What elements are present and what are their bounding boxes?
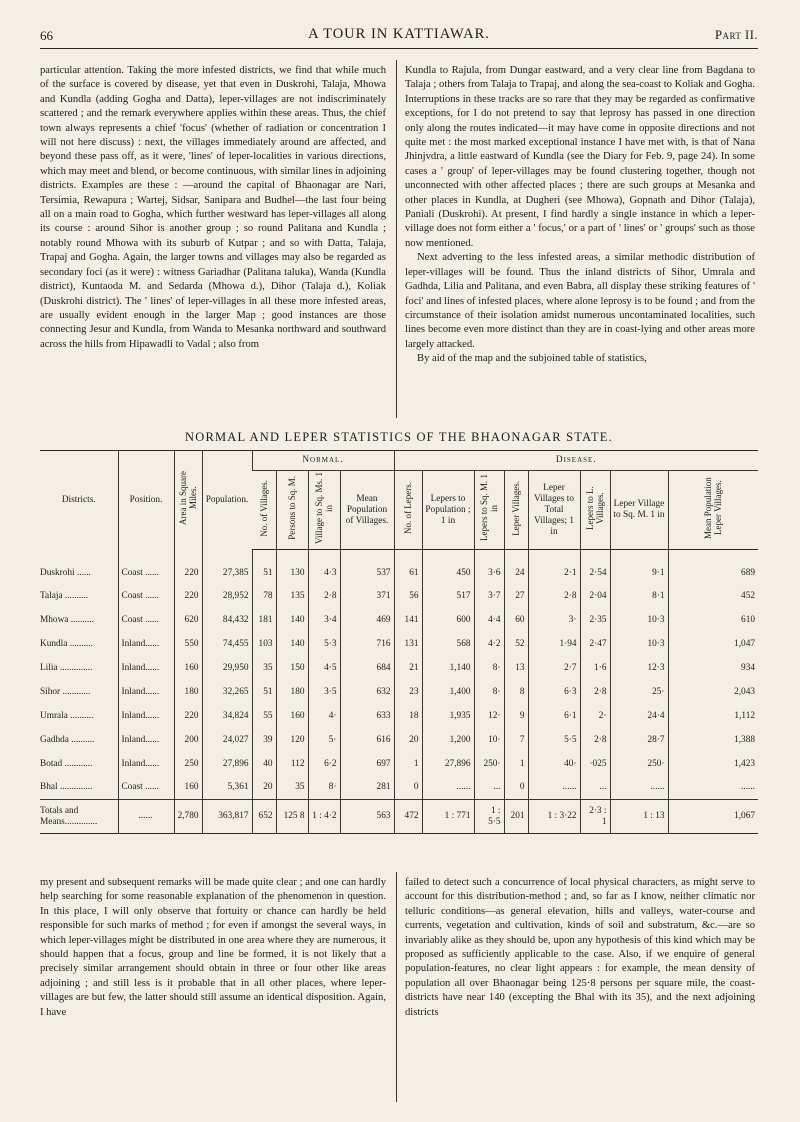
- table-cell: 9: [504, 704, 528, 728]
- totals-cell: 2·3 : 1: [580, 800, 610, 834]
- table-cell: 180: [174, 680, 202, 704]
- totals-cell: 652: [252, 800, 276, 834]
- table-cell: 140: [276, 608, 308, 632]
- table-cell: 3·7: [474, 584, 504, 608]
- district-name-cell: Duskrohi ......: [40, 567, 91, 578]
- table-cell: 12·3: [610, 656, 668, 680]
- table-cell: Coast ......: [118, 776, 174, 800]
- totals-cell: ......: [118, 800, 174, 834]
- table-cell: 6·2: [308, 752, 340, 776]
- district-name-cell: Gadhda ..........: [40, 734, 95, 745]
- table-cell: 517: [422, 584, 474, 608]
- col-header-position: Position.: [118, 451, 174, 550]
- table-cell: 450: [422, 550, 474, 584]
- table-cell: 130: [276, 550, 308, 584]
- totals-label: Totals and: [40, 805, 79, 816]
- col-header-area-text: Area in Square Miles.: [178, 471, 198, 526]
- table-cell: 934: [668, 656, 758, 680]
- table-cell: 180: [276, 680, 308, 704]
- table-cell: 24,027: [202, 728, 252, 752]
- table-cell: 160: [276, 704, 308, 728]
- table-cell: 24: [504, 550, 528, 584]
- table-cell: 135: [276, 584, 308, 608]
- part-label: Part II.: [715, 28, 758, 42]
- col-header-villages: [252, 471, 276, 550]
- table-cell: 24·4: [610, 704, 668, 728]
- table-cell: 568: [422, 632, 474, 656]
- table-cell: 371: [340, 584, 394, 608]
- table-cell: Coast ......: [118, 550, 174, 584]
- table-cell: ......: [422, 776, 474, 800]
- table-cell: 6·3: [528, 680, 580, 704]
- table-cell: 25·: [610, 680, 668, 704]
- table-cell: 56: [394, 584, 422, 608]
- table-cell: ...: [580, 776, 610, 800]
- district-name-cell: Bhal ..............: [40, 782, 93, 793]
- table-cell: 28·7: [610, 728, 668, 752]
- col-header-lepers-lv: [580, 471, 610, 550]
- paragraph: particular attention. Taking the more infested districts, we find that while much of the surface is covered by disease, yet that even in Duskrohi, Talaja, Mhowa and Kundla (adding Gogha and Datta), leper-villages are not indiscriminately scattered ; and the remark everywhere applies within these areas. Thus, the chief town always represents a chief 'focus' (whether of radiation or concentration I will not here discuss) : next, the villages immediately around are affected, and beyond these pass off, as it were, 'lines' of leper-localities in various directions, which may meet and blend, or become continuous, with similar lines in adjoining districts. Examples are these : —around the capital of Bhaonagar are Nari, Tersimia, Rewapura ; Wartej, Sidsar, Sanipara and Budhel—the last four being all on a main road to Gogha, which further westward has leper-villages all along its course : around Sihor is another group ; so round Palitana and Kundla ; notably round Mhowa with its suburb of Kutpar ; and so with Datta, Talaja, Trapaj and Gogha. Again, the larger towns and villages may also be regarded as secondary foci (as it were) : witness Gariadhar (Palitana taluka), Wanda (Kundla district), Kuntaoda M. and Sedarda (Mhowa d.), Dihor (Talaja d.), Koliak (Duskrohi district). The ' lines' of leper-villages in all these more infested areas, are usually evident enough in the larger Map ; good instances are those connecting Jesur and Kundla, from Wanda to Mesanka northward and southward across the hills from Hipawadli to Vadal ; also from: [40, 65, 386, 350]
- table-cell: 5·5: [528, 728, 580, 752]
- table-cell: 7: [504, 728, 528, 752]
- running-title: A TOUR IN KATTIAWAR.: [308, 26, 490, 42]
- table-cell: Inland......: [118, 656, 174, 680]
- table-cell: 8·1: [610, 584, 668, 608]
- table-cell: 0: [394, 776, 422, 800]
- header-rule: [40, 48, 758, 49]
- table-cell: 1,047: [668, 632, 758, 656]
- table-cell: 150: [276, 656, 308, 680]
- table-cell: 3·: [528, 608, 580, 632]
- table-cell: 27,385: [202, 550, 252, 584]
- table-body: [40, 550, 758, 834]
- totals-cell: 1 : 771: [422, 800, 474, 834]
- paragraph: Kundla to Rajula, from Dungar eastward, and a very clear line from Bagdana to Talaja ; others from Talaja to Trapaj, and along the sea-coast to Koliak and Gogha. Interruptions in these tracks are so rare that they may be regarded as confirmative exceptions, for I do not pretend to say that leprosy has passed in one direction only along the routes indicated—it may have come in opposite directions and not quite met : the most marked exceptional instance I have met with, is that of Nana Jhinjvdra, a little eastward of Kundla (see the Diary for Feb. 9, page 24). In some cases a ' group' of leper-villages may be found clustering together, though not unconnected with other affected places ; there are such groups at Mesanka and other places in Kundla, at Dugheri (see Mhowa), Gopnath and Dihor (Talaja), Paniali (Duskrohi). At present, I find hardly a single instance in which a leper-village does not form either a ' focus,' or a part of ' lines' or ' groups' such as those now mentioned.: [405, 65, 755, 249]
- totals-cell: 1 : 13: [610, 800, 668, 834]
- table-cell: 27,896: [422, 752, 474, 776]
- totals-cell: 563: [340, 800, 394, 834]
- col-header-persons-sqm-text: Persons to Sq. M.: [287, 476, 297, 540]
- table-cell: 9·1: [610, 550, 668, 584]
- totals-row: [40, 800, 758, 834]
- table-cell: 2·1: [528, 550, 580, 584]
- table-cell: 35: [276, 776, 308, 800]
- table-cell: 2·8: [580, 728, 610, 752]
- col-header-lepers: [394, 471, 422, 550]
- table-cell: 1,400: [422, 680, 474, 704]
- table-cell: 600: [422, 608, 474, 632]
- table-cell: 2·47: [580, 632, 610, 656]
- table-row: [40, 632, 758, 656]
- table-cell: 2·: [580, 704, 610, 728]
- col-header-village-sqm: [308, 471, 340, 550]
- col-header-village-sqm-text: Village to Sq. Ms. 1 in: [314, 472, 334, 544]
- table-cell: 281: [340, 776, 394, 800]
- table-cell: 84,432: [202, 608, 252, 632]
- table-cell: 10·: [474, 728, 504, 752]
- col-header-lepers-text: No. of Lepers.: [403, 482, 413, 534]
- table-cell: 220: [174, 704, 202, 728]
- table-cell: 10·3: [610, 608, 668, 632]
- col-header-mean-pop: Mean Population of Villages.: [340, 471, 394, 550]
- text-column-top-left: [40, 64, 386, 352]
- table-cell: 452: [668, 584, 758, 608]
- table-cell: 5,361: [202, 776, 252, 800]
- totals-cell: 1 : 4·2: [308, 800, 340, 834]
- col-header-lepers-sqm: [474, 471, 504, 550]
- totals-cell: 1 : 3·22: [528, 800, 580, 834]
- totals-cell: 201: [504, 800, 528, 834]
- means-label: Means..............: [40, 816, 98, 827]
- table-cell: 12·: [474, 704, 504, 728]
- table-cell: 250·: [610, 752, 668, 776]
- table-cell: 2·54: [580, 550, 610, 584]
- district-name-cell: Umrala ..........: [40, 710, 94, 721]
- table-cell: 34,824: [202, 704, 252, 728]
- col-header-population: Population.: [202, 451, 252, 550]
- table-cell: 4·2: [474, 632, 504, 656]
- district-name-cell: Lilia ..............: [40, 662, 93, 673]
- table-cell: 8: [504, 680, 528, 704]
- table-cell: 13: [504, 656, 528, 680]
- table-cell: 61: [394, 550, 422, 584]
- running-header: [40, 26, 758, 46]
- table-cell: 2,043: [668, 680, 758, 704]
- table-cell: 689: [668, 550, 758, 584]
- table-cell: 716: [340, 632, 394, 656]
- table-cell: 20: [252, 776, 276, 800]
- column-divider-bottom: [396, 872, 397, 1102]
- table-cell: 2·8: [308, 584, 340, 608]
- statistics-table: [40, 450, 758, 834]
- text-column-bottom-left: [40, 876, 386, 1020]
- table-cell: 1: [394, 752, 422, 776]
- table-cell: 1,423: [668, 752, 758, 776]
- table-cell: 78: [252, 584, 276, 608]
- table-cell: ......: [610, 776, 668, 800]
- table-cell: 160: [174, 776, 202, 800]
- table-cell: 1,935: [422, 704, 474, 728]
- col-header-lepers-sqm-text: Lepers to Sq. M. 1 in: [479, 474, 499, 542]
- table-cell: 1,112: [668, 704, 758, 728]
- table-row: [40, 656, 758, 680]
- col-header-persons-sqm: [276, 471, 308, 550]
- totals-cell: 125 8: [276, 800, 308, 834]
- table-cell: 27,896: [202, 752, 252, 776]
- col-header-district: Districts.: [40, 451, 118, 550]
- district-name-cell: Kundla ..........: [40, 638, 93, 649]
- table-cell: 1,388: [668, 728, 758, 752]
- table-cell: 10·3: [610, 632, 668, 656]
- table-cell: 220: [174, 550, 202, 584]
- table-cell: Coast ......: [118, 608, 174, 632]
- table-cell: 632: [340, 680, 394, 704]
- table-cell: 55: [252, 704, 276, 728]
- totals-cell: 1 : 5·5: [474, 800, 504, 834]
- table-cell: 8·: [308, 776, 340, 800]
- paragraph: failed to detect such a concurrence of local physical characters, as might serve to account for this distribution-method ; and, so far as I know, neither climatic nor telluric conditions—as general elevation, hills and valleys, water-course and currents, vegetation and cultivation, kinds of soil and substratum, &c.—are so invariably alike as they should be, upon any hypothesis of this kind which may be proposed as sufficiently applicable to the case. Also, if we enquire of general population-features, no clear light appears : for example, the mean density of population all over Bhaonagar being 125·8 persons per square mile, the coast-districts have near 140 (excepting the Bhal with its 35), and the next adjoining districts: [405, 877, 755, 1018]
- table-cell: 1,140: [422, 656, 474, 680]
- table-cell: 8·: [474, 656, 504, 680]
- table-title: NORMAL AND LEPER STATISTICS OF THE BHAONAGAR STATE.: [185, 430, 613, 444]
- table-cell: 18: [394, 704, 422, 728]
- table-cell: 220: [174, 584, 202, 608]
- table-cell: 103: [252, 632, 276, 656]
- table-cell: 1·94: [528, 632, 580, 656]
- column-divider-top: [396, 60, 397, 418]
- table-cell: 250: [174, 752, 202, 776]
- table-cell: Coast ......: [118, 584, 174, 608]
- table-cell: 200: [174, 728, 202, 752]
- table-cell: 3·4: [308, 608, 340, 632]
- col-header-mean-pop-lv-text: Mean Population Leper Villages.: [703, 477, 724, 539]
- table-cell: ...: [474, 776, 504, 800]
- table-cell: 2·35: [580, 608, 610, 632]
- text-column-top-right: [405, 64, 755, 367]
- totals-cell: 363,817: [202, 800, 252, 834]
- col-header-villages-text: No. of Villages.: [258, 479, 269, 537]
- table-row: [40, 680, 758, 704]
- table-cell: 140: [276, 632, 308, 656]
- district-name-cell: Botad ............: [40, 758, 93, 769]
- table-cell: 141: [394, 608, 422, 632]
- paragraph: By aid of the map and the subjoined table of statistics,: [417, 353, 647, 365]
- table-cell: 684: [340, 656, 394, 680]
- text-column-bottom-right: [405, 876, 755, 1020]
- table-row: [40, 776, 758, 800]
- col-header-leper-villages: [504, 471, 528, 550]
- district-name-cell: Talaja ..........: [40, 590, 89, 601]
- table-cell: 21: [394, 656, 422, 680]
- table-cell: 537: [340, 550, 394, 584]
- col-header-mean-pop-lv: [668, 471, 758, 550]
- table-cell: 4·5: [308, 656, 340, 680]
- table-cell: 120: [276, 728, 308, 752]
- table-cell: 5·3: [308, 632, 340, 656]
- table-cell: 1·6: [580, 656, 610, 680]
- table-cell: 35: [252, 656, 276, 680]
- table-cell: 6·1: [528, 704, 580, 728]
- table-cell: 51: [252, 550, 276, 584]
- table-cell: 4·3: [308, 550, 340, 584]
- table-cell: 160: [174, 656, 202, 680]
- col-header-lepers-lv-text: Lepers to L. Villages.: [585, 486, 605, 530]
- table-cell: Inland......: [118, 752, 174, 776]
- table-cell: 8·: [474, 680, 504, 704]
- district-name-cell: Mhowa ..........: [40, 614, 94, 625]
- table-row: [40, 752, 758, 776]
- table-cell: Inland......: [118, 704, 174, 728]
- page-number: 66: [40, 28, 53, 43]
- totals-cell: 1,067: [668, 800, 758, 834]
- table-cell: 51: [252, 680, 276, 704]
- table-cell: 633: [340, 704, 394, 728]
- table-cell: ·025: [580, 752, 610, 776]
- table-cell: 23: [394, 680, 422, 704]
- table-cell: 20: [394, 728, 422, 752]
- totals-label-cell: [40, 800, 118, 834]
- table-cell: 469: [340, 608, 394, 632]
- col-header-lv-total: Leper Villages to Total Villages; 1 in: [528, 471, 580, 550]
- table-cell: 2·8: [528, 584, 580, 608]
- table-cell: 2·7: [528, 656, 580, 680]
- table-cell: 29,950: [202, 656, 252, 680]
- table-cell: 620: [174, 608, 202, 632]
- table-cell: 1,200: [422, 728, 474, 752]
- table-cell: 5·: [308, 728, 340, 752]
- table-cell: 3·6: [474, 550, 504, 584]
- table-cell: 0: [504, 776, 528, 800]
- district-name-cell: Sihor ............: [40, 686, 91, 697]
- table-cell: 40·: [528, 752, 580, 776]
- table-cell: 74,455: [202, 632, 252, 656]
- table-cell: 60: [504, 608, 528, 632]
- table-cell: 616: [340, 728, 394, 752]
- table-cell: 2·8: [580, 680, 610, 704]
- paragraph: Next adverting to the less infested areas, a similar methodic distribution of leper-villages will be found. Thus the inland districts of Sihor, Umrala and Gadhda, Lilia and Palitana, and even Babra, all display these striking features of ' foci' and lines of infested places, where alone leprosy is to be found ; and from the circumstance of their isolation amidst numerous uncontaminated localities, such lines become even more distinct than they are in coast-lying and other areas more largely attacked.: [405, 252, 755, 350]
- table-cell: 52: [504, 632, 528, 656]
- table-row: [40, 584, 758, 608]
- group-header-normal: Normal.: [252, 451, 394, 471]
- table-cell: 3·5: [308, 680, 340, 704]
- col-header-lv-sqm: Leper Village to Sq. M. 1 in: [610, 471, 668, 550]
- table-cell: 39: [252, 728, 276, 752]
- col-header-leper-villages-text: Leper Villages.: [511, 480, 521, 536]
- table-cell: 550: [174, 632, 202, 656]
- table-cell: Inland......: [118, 728, 174, 752]
- totals-cell: 2,780: [174, 800, 202, 834]
- table-cell: 1: [504, 752, 528, 776]
- table-cell: 697: [340, 752, 394, 776]
- col-header-area: [174, 451, 202, 550]
- table-row: [40, 608, 758, 632]
- table-cell: 610: [668, 608, 758, 632]
- table-cell: 4·4: [474, 608, 504, 632]
- table-cell: 32,265: [202, 680, 252, 704]
- table-cell: 4·: [308, 704, 340, 728]
- group-header-disease: Disease.: [394, 451, 758, 471]
- table-cell: Inland......: [118, 632, 174, 656]
- table-row: [40, 550, 758, 584]
- table-cell: ......: [528, 776, 580, 800]
- col-header-lepers-pop: Lepers to Population ; 1 in: [422, 471, 474, 550]
- table-cell: 2·04: [580, 584, 610, 608]
- paragraph: my present and subsequent remarks will be made quite clear ; and one can hardly help searching for some reasonable explanation of the phenomenon in question. In this place, I will only observe that fortuity or chance can hardly be held responsible for such marks of method ; for even if amongst the several ways, in which leper-villages might be distributed in one area where they are numerous, it should happen that a focus, group and line be formed, it is not likely that a precisely similar arrangement should obtain in three or four other like areas adjoining ; and still less is it probable that in all other places, where leper-villages are but few, the latter should still assume an identical disposition. Again, I have: [40, 877, 386, 1018]
- table-cell: 131: [394, 632, 422, 656]
- table-row: [40, 728, 758, 752]
- table-cell: 181: [252, 608, 276, 632]
- table-cell: 250·: [474, 752, 504, 776]
- table-row: [40, 704, 758, 728]
- table-cell: Inland......: [118, 680, 174, 704]
- table-cell: 40: [252, 752, 276, 776]
- table-cell: 27: [504, 584, 528, 608]
- table-cell: 112: [276, 752, 308, 776]
- totals-cell: 472: [394, 800, 422, 834]
- table-cell: ......: [668, 776, 758, 800]
- table-cell: 28,952: [202, 584, 252, 608]
